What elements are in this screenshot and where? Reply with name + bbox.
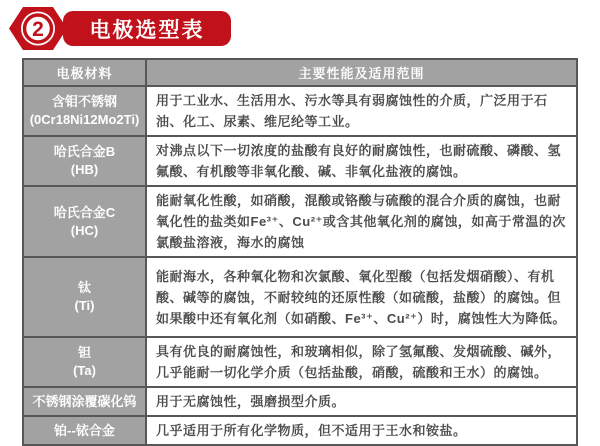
material-cell [23,257,146,337]
column-header-material: 电极材料 [23,59,146,86]
material-cell [23,86,146,136]
material-cell [23,136,146,186]
title-band [0,0,600,58]
material-name: 钽 [77,345,91,361]
description-cell: 用于无腐蚀性，强磨损型介质。 [146,387,577,416]
badge-number: 2 [32,18,44,41]
material-name: 铂--铱合金 [54,422,115,438]
table-row [23,387,577,416]
material-name: 哈氏合金B [53,144,116,160]
table-header-row [23,59,577,86]
description-cell: 具有优良的耐腐蚀性，和玻璃相似，除了氢氟酸、发烟硫酸、碱外，几乎能耐一切化学介质（包括盐酸，硝酸，硫酸和王水）的腐蚀。 [146,337,577,387]
material-grade: (HC) [70,222,99,238]
material-grade: (0Cr18Ni12Mo2Ti) [29,112,140,127]
page-title: 电极选型表 [63,11,231,46]
description-cell: 能耐氧化性酸，如硝酸，混酸或铬酸与硫酸的混合介质的腐蚀，也耐氧化性的盐类如Fe³⁺、Cu²⁺或含其他氧化剂的腐蚀，如高于常温的次氯酸盐溶液，海水的腐蚀 [146,186,577,257]
description-cell: 对沸点以下一切浓度的盐酸有良好的耐腐蚀性，也耐硫酸、磷酸、氢氟酸、有机酸等非氧化酸、碱、非氧化盐液的腐蚀。 [146,136,577,186]
material-cell [23,387,146,416]
table-row [23,86,577,136]
material-cell [23,186,146,257]
table-row [23,257,577,337]
step-number-badge-icon [8,5,68,52]
material-grade: (HB) [70,162,99,177]
description-cell: 用于工业水、生活用水、污水等具有弱腐蚀性的介质，广泛用于石油、化工、尿素、维尼纶等工业。 [146,86,577,136]
material-name: 含钼不锈钢 [51,94,117,110]
material-grade: (Ta) [73,363,96,378]
description-cell: 几乎适用于所有化学物质，但不适用于王水和铵盐。 [146,416,577,445]
table-row [23,337,577,387]
material-name: 哈氏合金C [53,204,116,220]
material-cell [23,337,146,387]
table-row [23,186,577,257]
electrode-selection-table [22,58,578,446]
material-grade: (Ti) [74,298,95,313]
description-cell: 能耐海水，各种氧化物和次氯酸、氧化型酸（包括发烟硝酸）、有机酸、碱等的腐蚀，不耐较纯的还原性酸（如硫酸，盐酸）的腐蚀。但如果酸中还有氧化剂（如硝酸、Fe³⁺、Cu²⁺）时，腐蚀性大为降低。 [146,257,577,337]
material-name: 不锈钢涂覆碳化钨 [32,393,137,409]
table-row [23,136,577,186]
column-header-performance: 主要性能及适用范围 [146,59,577,86]
material-name: 钛 [77,280,91,296]
